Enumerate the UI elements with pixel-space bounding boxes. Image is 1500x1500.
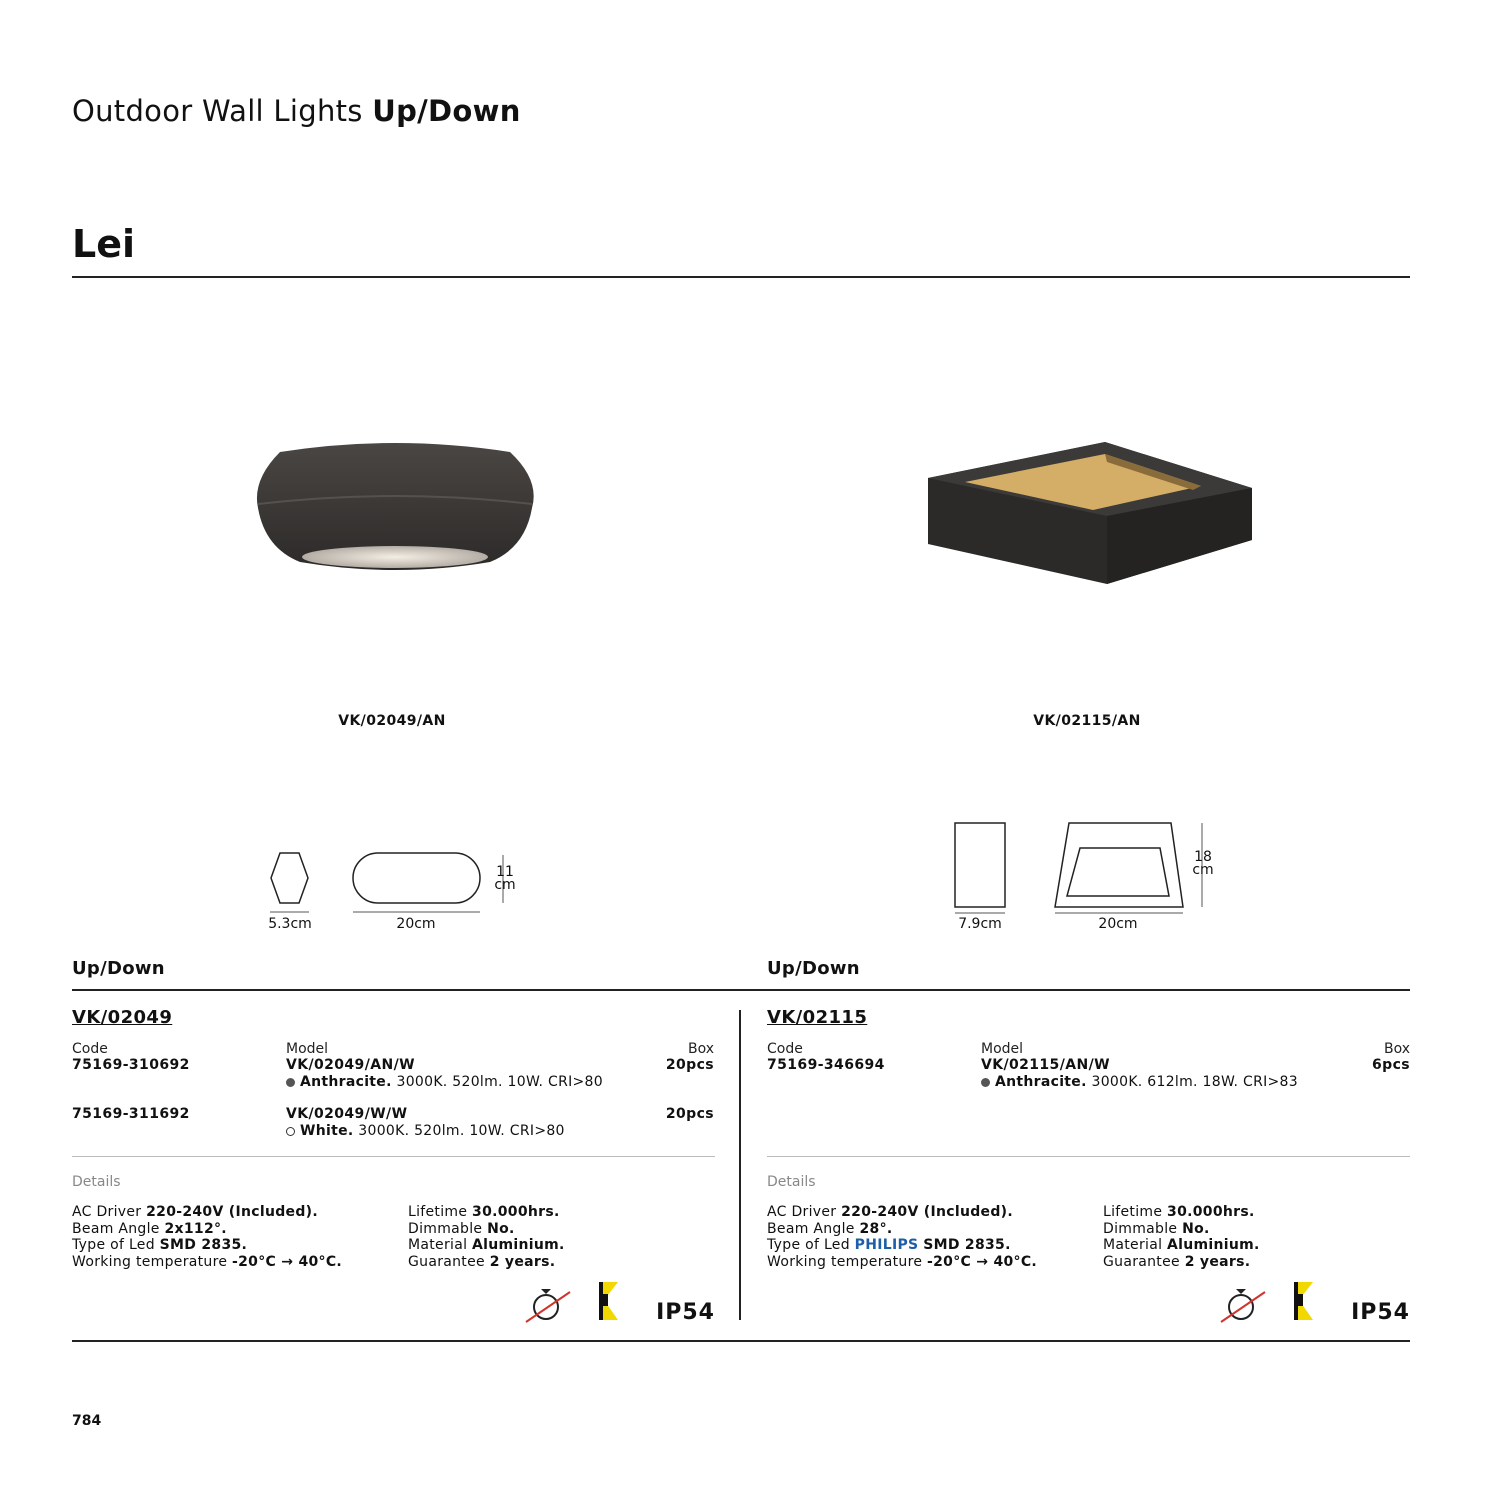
section-label-1: Up/Down bbox=[72, 958, 165, 979]
spec-material: Material Aluminium. bbox=[408, 1237, 565, 1253]
details-left-1 bbox=[72, 1204, 342, 1270]
spec-lifetime: Lifetime 30.000hrs. bbox=[408, 1204, 560, 1220]
spec-driver: AC Driver 220-240V (Included). bbox=[767, 1204, 1013, 1220]
finish-specs: 3000K. 612lm. 18W. CRI>83 bbox=[1091, 1074, 1298, 1090]
page-header bbox=[72, 94, 521, 128]
up-down-light-icon bbox=[596, 1280, 622, 1322]
row-finish bbox=[981, 1074, 1298, 1090]
row-box: 20pcs bbox=[665, 1106, 714, 1122]
white-swatch-icon bbox=[286, 1127, 295, 1136]
ip-rating-1: IP54 bbox=[656, 1300, 715, 1325]
page-number: 784 bbox=[72, 1413, 102, 1429]
details-label-2: Details bbox=[767, 1174, 816, 1190]
no-dimming-icon bbox=[1219, 1286, 1267, 1324]
dim-height-2-unit: cm bbox=[1192, 862, 1214, 878]
no-dimming-icon bbox=[524, 1286, 572, 1324]
col-box-2: Box bbox=[1383, 1041, 1410, 1057]
header-prefix: Outdoor Wall Lights bbox=[72, 94, 363, 128]
spec-top-divider bbox=[72, 989, 1410, 991]
column-divider bbox=[739, 1010, 741, 1320]
spec-beam: Beam Angle 28°. bbox=[767, 1220, 893, 1237]
bottom-divider bbox=[72, 1340, 1410, 1342]
product-title-1: VK/02049 bbox=[72, 1007, 173, 1028]
finish-specs: 3000K. 520lm. 10W. CRI>80 bbox=[396, 1074, 603, 1090]
finish-specs: 3000K. 520lm. 10W. CRI>80 bbox=[358, 1123, 565, 1139]
dimension-drawing-2 bbox=[945, 815, 1225, 920]
spec-dimmable: Dimmable No. bbox=[1103, 1220, 1210, 1237]
spec-material: Material Aluminium. bbox=[1103, 1237, 1260, 1253]
dim-width-1: 20cm bbox=[396, 916, 436, 932]
row-model: VK/02115/AN/W bbox=[981, 1057, 1110, 1073]
header-emphasis: Up/Down bbox=[372, 94, 521, 128]
row-code: 75169-346694 bbox=[767, 1057, 885, 1073]
details-label-1: Details bbox=[72, 1174, 121, 1190]
row-box: 20pcs bbox=[665, 1057, 714, 1073]
col-box-1: Box bbox=[687, 1041, 714, 1057]
spec-led: Type of Led SMD 2835. bbox=[72, 1237, 248, 1253]
spec-dimmable: Dimmable No. bbox=[408, 1220, 515, 1237]
row-finish bbox=[286, 1123, 565, 1139]
anthracite-swatch-icon bbox=[286, 1078, 295, 1087]
col-code-2: Code bbox=[767, 1041, 803, 1057]
dim-height-1-num: 11 bbox=[496, 864, 514, 880]
title-divider bbox=[72, 276, 1410, 278]
row-code: 75169-311692 bbox=[72, 1106, 190, 1122]
row-box: 6pcs bbox=[1372, 1057, 1410, 1073]
spec-led: Type of Led PHILIPS SMD 2835. bbox=[767, 1237, 1011, 1253]
dim-height-2-num: 18 bbox=[1194, 849, 1212, 865]
ip-rating-2: IP54 bbox=[1351, 1300, 1410, 1325]
spec-guarantee: Guarantee 2 years. bbox=[408, 1253, 556, 1270]
dim-depth-1: 5.3cm bbox=[268, 916, 312, 932]
spec-lifetime: Lifetime 30.000hrs. bbox=[1103, 1204, 1255, 1220]
details-right-2 bbox=[1103, 1204, 1260, 1270]
finish-name: Anthracite. bbox=[300, 1074, 392, 1090]
col-code-1: Code bbox=[72, 1041, 108, 1057]
finish-name: Anthracite. bbox=[995, 1074, 1087, 1090]
details-divider-1 bbox=[72, 1156, 715, 1157]
details-divider-2 bbox=[767, 1156, 1410, 1157]
spec-guarantee: Guarantee 2 years. bbox=[1103, 1253, 1251, 1270]
dim-height-1-unit: cm bbox=[494, 877, 516, 893]
row-model: VK/02049/W/W bbox=[286, 1106, 408, 1122]
dim-depth-2: 7.9cm bbox=[958, 916, 1002, 932]
up-down-light-icon bbox=[1291, 1280, 1317, 1322]
section-label-2: Up/Down bbox=[767, 958, 860, 979]
row-finish bbox=[286, 1074, 603, 1090]
row-model: VK/02049/AN/W bbox=[286, 1057, 415, 1073]
finish-name: White. bbox=[300, 1123, 354, 1139]
spec-driver: AC Driver 220-240V (Included). bbox=[72, 1204, 318, 1220]
philips-brand: PHILIPS bbox=[854, 1237, 919, 1253]
product-image-vk02049 bbox=[250, 440, 540, 580]
family-title: Lei bbox=[72, 222, 136, 266]
image-label-1: VK/02049/AN bbox=[338, 713, 446, 729]
spec-temp: Working temperature -20°C → 40°C. bbox=[72, 1253, 343, 1270]
spec-beam: Beam Angle 2x112°. bbox=[72, 1220, 227, 1237]
dim-height-2 bbox=[1187, 851, 1219, 877]
product-title-2: VK/02115 bbox=[767, 1007, 868, 1028]
row-code: 75169-310692 bbox=[72, 1057, 190, 1073]
image-label-2: VK/02115/AN bbox=[1033, 713, 1141, 729]
spec-temp: Working temperature -20°C → 40°C. bbox=[767, 1253, 1038, 1270]
details-right-1 bbox=[408, 1204, 565, 1270]
dim-width-2: 20cm bbox=[1098, 916, 1138, 932]
dim-height-1 bbox=[490, 866, 520, 892]
col-model-1: Model bbox=[286, 1041, 329, 1057]
product-image-vk02115 bbox=[925, 440, 1255, 590]
details-left-2 bbox=[767, 1204, 1037, 1270]
col-model-2: Model bbox=[981, 1041, 1024, 1057]
anthracite-swatch-icon bbox=[981, 1078, 990, 1087]
